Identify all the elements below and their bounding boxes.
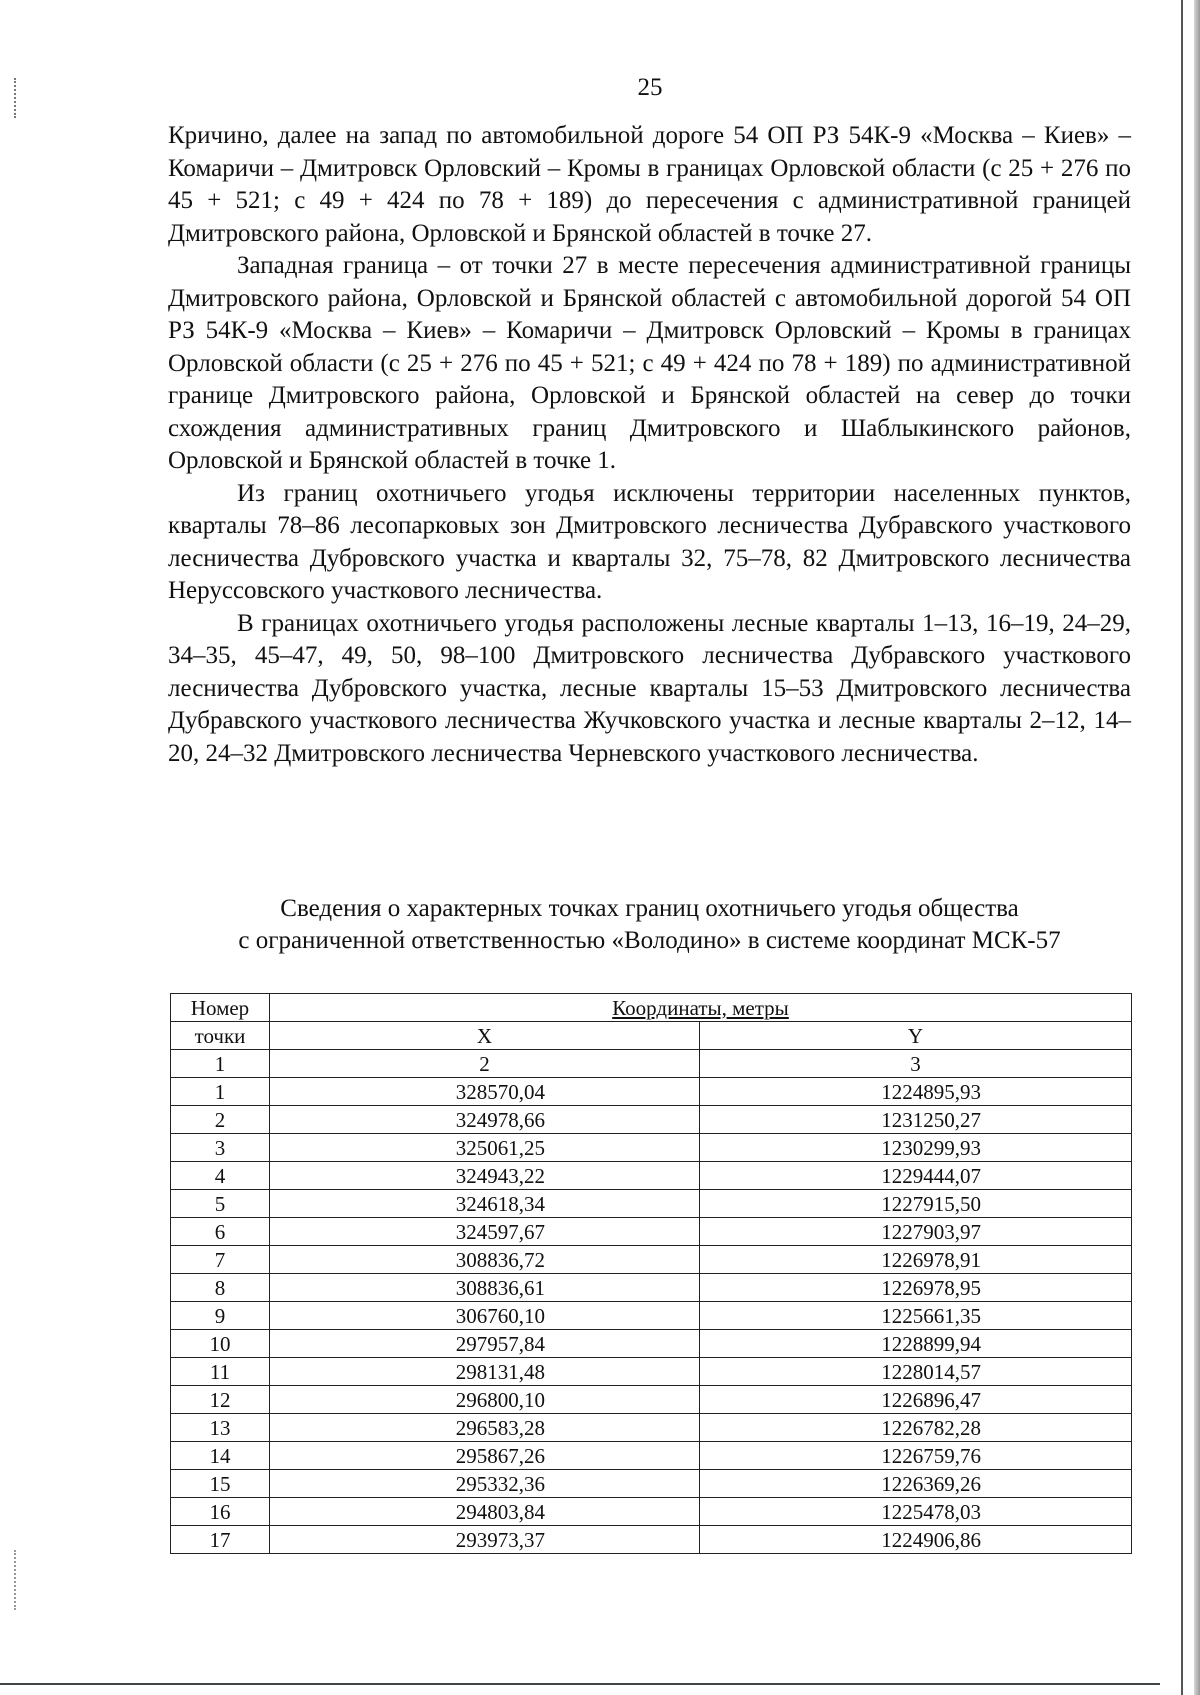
coordinates-body [171, 1078, 1132, 1554]
paragraph: Западная граница – от точки 27 в месте пересечения административной границы Дмитровского района, Орловской и Брянской областей с автомобильной дорогой 54 ОП РЗ 54К-9 «Москва – Киев» – Комаричи – Дмитровск Орловский – Кромы в границах Орловской области (с 25 + 276 по 45 + 521; с 49 + 424 по 78 + 189) по административной границе Дмитровского района, Орловской и Брянской областей на север до точки схождения административных границ Дмитровского и Шаблыкинского районов, Орловской и Брянской областей в точке 1. [168, 252, 1131, 474]
table-row [171, 1274, 1132, 1302]
coord-x: 295332,36 [270, 1470, 700, 1498]
point-number: 4 [171, 1162, 270, 1190]
table-row [171, 1218, 1132, 1246]
coord-x: 328570,04 [270, 1078, 700, 1106]
coord-x: 308836,61 [270, 1274, 700, 1302]
table-row [171, 1330, 1132, 1358]
header-coordinates: Координаты, метры [270, 994, 1132, 1022]
point-number: 15 [171, 1470, 270, 1498]
coord-y: 1225661,35 [700, 1302, 1132, 1330]
coord-y: 1224906,86 [700, 1526, 1132, 1554]
point-number: 8 [171, 1274, 270, 1302]
coord-x: 298131,48 [270, 1358, 700, 1386]
point-number: 12 [171, 1386, 270, 1414]
coord-y: 1225478,03 [700, 1498, 1132, 1526]
point-number: 1 [171, 1078, 270, 1106]
coord-y: 1226759,76 [700, 1442, 1132, 1470]
table-row [171, 1162, 1132, 1190]
scan-edge [1194, 0, 1200, 1695]
point-number: 14 [171, 1442, 270, 1470]
coord-y: 1226896,47 [700, 1386, 1132, 1414]
point-number: 6 [171, 1218, 270, 1246]
table-row [171, 1414, 1132, 1442]
table-header-row [171, 1022, 1132, 1050]
coord-x: 295867,26 [270, 1442, 700, 1470]
point-number: 17 [171, 1526, 270, 1554]
column-index: 3 [700, 1050, 1132, 1078]
coord-x: 293973,37 [270, 1526, 700, 1554]
coord-y: 1228899,94 [700, 1330, 1132, 1358]
coord-x: 324618,34 [270, 1190, 700, 1218]
coordinates-table [170, 993, 1132, 1554]
point-number: 3 [171, 1134, 270, 1162]
coord-x: 294803,84 [270, 1498, 700, 1526]
point-number: 16 [171, 1498, 270, 1526]
header-y: Y [700, 1022, 1132, 1050]
point-number: 10 [171, 1330, 270, 1358]
coord-y: 1231250,27 [700, 1106, 1132, 1134]
table-row [171, 1526, 1132, 1554]
table-row [171, 1358, 1132, 1386]
coord-x: 324978,66 [270, 1106, 700, 1134]
table-row [171, 1190, 1132, 1218]
table-row [171, 1498, 1132, 1526]
table-row [171, 1470, 1132, 1498]
header-number: Номер [171, 994, 270, 1022]
table-row [171, 1302, 1132, 1330]
coord-y: 1227915,50 [700, 1190, 1132, 1218]
table-row [171, 1106, 1132, 1134]
coord-y: 1227903,97 [700, 1218, 1132, 1246]
coord-x: 308836,72 [270, 1246, 700, 1274]
header-number-cont: точки [171, 1022, 270, 1050]
scan-bottom-line [0, 1683, 1160, 1685]
caption-line: с ограниченной ответственностью «Володино» в системе координат МСК-57 [238, 927, 1061, 954]
point-number: 7 [171, 1246, 270, 1274]
coord-x: 324597,67 [270, 1218, 700, 1246]
coord-y: 1226978,91 [700, 1246, 1132, 1274]
table-caption [168, 893, 1131, 957]
point-number: 9 [171, 1302, 270, 1330]
table-row [171, 1246, 1132, 1274]
paragraph: Кричино, далее на запад по автомобильной дороге 54 ОП РЗ 54К-9 «Москва – Киев» – Комаричи – Дмитровск Орловский – Кромы в границах Орловской области (с 25 + 276 по 45 + 521; с 49 + 424 по 78 + 189) до пересечения с административной границей Дмитровского района, Орловской и Брянской областей в точке 27. [168, 122, 1131, 247]
table-row [171, 1078, 1132, 1106]
point-number: 2 [171, 1106, 270, 1134]
table-header-row [171, 994, 1132, 1022]
coord-x: 306760,10 [270, 1302, 700, 1330]
page-number: 25 [637, 74, 663, 101]
column-index: 1 [171, 1050, 270, 1078]
point-number: 11 [171, 1358, 270, 1386]
scan-mark [14, 1550, 18, 1610]
point-number: 13 [171, 1414, 270, 1442]
table-row [171, 1134, 1132, 1162]
column-index: 2 [270, 1050, 700, 1078]
coord-x: 296583,28 [270, 1414, 700, 1442]
body-text [168, 120, 1131, 770]
point-number: 5 [171, 1190, 270, 1218]
coord-x: 296800,10 [270, 1386, 700, 1414]
table-row [171, 1386, 1132, 1414]
coord-x: 325061,25 [270, 1134, 700, 1162]
coord-y: 1230299,93 [700, 1134, 1132, 1162]
coord-y: 1228014,57 [700, 1358, 1132, 1386]
coord-y: 1226978,95 [700, 1274, 1132, 1302]
paragraph: Из границ охотничьего угодья исключены территории населенных пунктов, кварталы 78–86 лесопарковых зон Дмитровского лесничества Дубравского участкового лесничества Дубровского участка и кварталы 32, 75–78, 82 Дмитровского лесничества Неруссовского участкового лесничества. [168, 479, 1131, 604]
coord-y: 1226782,28 [700, 1414, 1132, 1442]
coord-y: 1224895,93 [700, 1078, 1132, 1106]
table-row [171, 1442, 1132, 1470]
coord-x: 324943,22 [270, 1162, 700, 1190]
coord-x: 297957,84 [270, 1330, 700, 1358]
paragraph: В границах охотничьего угодья расположены лесные кварталы 1–13, 16–19, 24–29, 34–35, 45–47, 49, 50, 98–100 Дмитровского лесничества Дубравского участкового лесничества Дубровского участка, лесные кварталы 15–53 Дмитровского лесничества Дубравского участкового лесничества Жучковского участка и лесные кварталы 2–12, 14–20, 24–32 Дмитровского лесничества Черневского участкового лесничества. [168, 609, 1131, 767]
header-x: X [270, 1022, 700, 1050]
caption-line: Сведения о характерных точках границ охотничьего угодья общества [280, 895, 1019, 922]
column-index-row [171, 1050, 1132, 1078]
scan-edge-line [1181, 0, 1183, 1695]
coord-y: 1229444,07 [700, 1162, 1132, 1190]
coord-y: 1226369,26 [700, 1470, 1132, 1498]
